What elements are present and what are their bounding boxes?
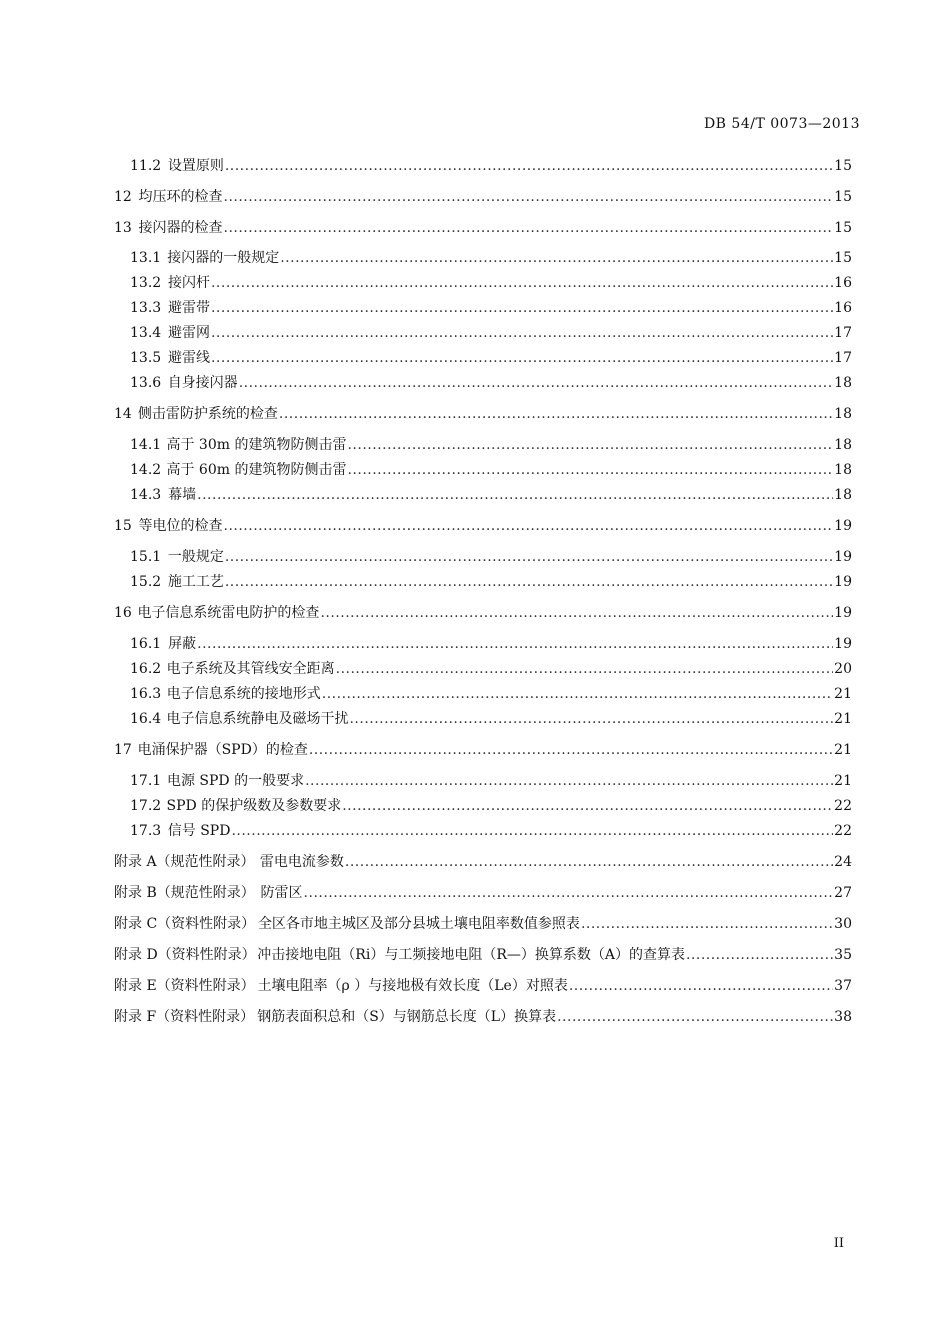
toc-leader-dots <box>197 634 833 654</box>
toc-entry-title: 高于 60m 的建筑物防侧击雷 <box>166 462 347 478</box>
toc-entry-page: 35 <box>834 947 852 963</box>
toc-leader-dots <box>557 1007 833 1027</box>
toc-entry[interactable] <box>130 485 852 505</box>
toc-entry-page: 15 <box>834 250 852 266</box>
toc-entry-page: 18 <box>834 462 852 478</box>
toc-leader-dots <box>225 547 833 567</box>
toc-leader-dots <box>211 323 833 343</box>
toc-entry-number: 附录 F（资料性附录） <box>114 1009 255 1025</box>
toc-entry-page: 18 <box>834 487 852 503</box>
toc-entry-number: 附录 C（资料性附录） <box>114 916 256 932</box>
toc-leader-dots <box>349 709 833 729</box>
toc-entry-number: 14.2 <box>130 462 162 478</box>
toc-entry-page: 19 <box>834 549 852 565</box>
toc-leader-dots <box>304 883 834 903</box>
toc-leader-dots <box>280 248 833 268</box>
toc-entry-page: 27 <box>834 885 852 901</box>
toc-entry-title: 信号 SPD <box>167 823 231 839</box>
toc-entry-page: 20 <box>834 661 852 677</box>
toc-entry[interactable] <box>130 348 852 368</box>
toc-entry-title: 电子信息系统雷电防护的检查 <box>137 605 320 621</box>
toc-entry-title: 电子信息系统的接地形式 <box>166 686 321 702</box>
toc-entry-title: 屏蔽 <box>168 636 197 652</box>
toc-entry-number: 14 <box>114 406 132 422</box>
toc-leader-dots <box>239 373 833 393</box>
toc-entry-page: 19 <box>834 636 852 652</box>
toc-leader-dots <box>686 945 833 965</box>
toc-leader-dots <box>347 435 833 455</box>
toc-entry-number: 14.1 <box>130 437 162 453</box>
toc-entry[interactable] <box>114 883 852 903</box>
toc-entry-number: 14.3 <box>130 487 162 503</box>
toc-entry-number: 13.5 <box>130 350 162 366</box>
toc-entry-title: 自身接闪器 <box>167 375 238 391</box>
toc-entry-page: 15 <box>834 158 852 174</box>
toc-entry-page: 21 <box>834 742 852 758</box>
toc-entry-number: 13.1 <box>130 250 162 266</box>
toc-entry-title: 高于 30m 的建筑物防侧击雷 <box>166 437 347 453</box>
toc-entry-number: 16.1 <box>130 636 162 652</box>
toc-entry-page: 21 <box>834 773 852 789</box>
toc-leader-dots <box>231 821 833 841</box>
toc-entry-page: 17 <box>834 350 852 366</box>
toc-entry[interactable] <box>130 273 852 293</box>
toc-entry-title: 冲击接地电阻（Ri）与工频接地电阻（R—）换算系数（A）的查算表 <box>257 947 685 963</box>
toc-entry[interactable] <box>114 740 852 760</box>
toc-entry-page: 16 <box>834 300 852 316</box>
toc-entry-title: 雷电电流参数 <box>259 854 344 870</box>
toc-entry[interactable] <box>130 821 852 841</box>
toc-entry-number: 15.1 <box>130 549 162 565</box>
toc-entry-number: 附录 D（资料性附录） <box>114 947 256 963</box>
toc-entry[interactable] <box>130 373 852 393</box>
toc-entry-title: 接闪器的一般规定 <box>167 250 280 266</box>
toc-entry-number: 12 <box>114 189 132 205</box>
toc-leader-dots <box>322 684 833 704</box>
toc-leader-dots <box>225 572 833 592</box>
toc-entry[interactable] <box>114 516 852 536</box>
toc-leader-dots <box>305 771 833 791</box>
toc-entry-title: 避雷线 <box>167 350 210 366</box>
toc-entry[interactable] <box>130 248 852 268</box>
toc-entry-number: 13.6 <box>130 375 162 391</box>
toc-entry-title: 施工工艺 <box>167 574 224 590</box>
toc-leader-dots <box>320 603 833 623</box>
toc-leader-dots <box>197 485 833 505</box>
toc-entry-number: 15.2 <box>130 574 162 590</box>
page-number: II <box>833 1236 844 1251</box>
toc-entry-page: 15 <box>834 220 852 236</box>
toc-entry-number: 17 <box>114 742 132 758</box>
toc-entry-title: 幕墙 <box>168 487 197 503</box>
toc-entry-number: 17.3 <box>130 823 162 839</box>
toc-leader-dots <box>347 460 833 480</box>
toc-entry[interactable] <box>130 460 852 480</box>
toc-entry-title: 侧击雷防护系统的检查 <box>137 406 278 422</box>
toc-entry-page: 37 <box>834 978 852 994</box>
toc-entry-number: 16.2 <box>130 661 162 677</box>
toc-entry-page: 22 <box>834 823 852 839</box>
toc-entry[interactable] <box>114 603 852 623</box>
toc-entry-title: 避雷带 <box>167 300 210 316</box>
toc-entry-page: 18 <box>834 406 852 422</box>
toc-entry-page: 38 <box>834 1009 852 1025</box>
document-code: DB 54/T 0073—2013 <box>703 116 860 132</box>
toc-entry-number: 13.4 <box>130 325 162 341</box>
toc-entry-page: 16 <box>834 275 852 291</box>
toc-entry-title: 全区各市地主城区及部分县城土壤电阻率数值参照表 <box>257 916 580 932</box>
toc-entry-page: 17 <box>834 325 852 341</box>
toc-entry[interactable] <box>114 852 852 872</box>
toc-entry[interactable] <box>130 547 852 567</box>
toc-entry-number: 16 <box>114 605 132 621</box>
toc-entry[interactable] <box>114 976 852 996</box>
toc-entry[interactable] <box>130 634 852 654</box>
toc-entry-title: 接闪器的检查 <box>138 220 223 236</box>
toc-entry-number: 16.3 <box>130 686 162 702</box>
toc-entry-page: 19 <box>834 574 852 590</box>
toc-entry-number: 13.3 <box>130 300 162 316</box>
toc-entry-page: 21 <box>834 686 852 702</box>
toc-entry[interactable] <box>114 914 852 934</box>
toc-entry-title: 设置原则 <box>167 158 224 174</box>
toc-entry-number: 附录 B（规范性附录） <box>114 885 255 901</box>
toc-entry-page: 18 <box>834 437 852 453</box>
toc-entry-page: 24 <box>834 854 852 870</box>
toc-entry-page: 21 <box>834 711 852 727</box>
toc-entry[interactable] <box>130 709 852 729</box>
toc-entry-number: 17.2 <box>130 798 162 814</box>
toc-entry-title: 电源 SPD 的一般要求 <box>166 773 305 789</box>
toc-entry[interactable] <box>130 659 852 679</box>
toc-entry-title: 均压环的检查 <box>138 189 223 205</box>
toc-leader-dots <box>211 348 833 368</box>
toc-leader-dots <box>211 273 833 293</box>
toc-entry-title: 电子系统及其管线安全距离 <box>166 661 335 677</box>
toc-entry-title: 等电位的检查 <box>138 518 223 534</box>
toc-entry[interactable] <box>130 771 852 791</box>
toc-leader-dots <box>224 218 834 238</box>
toc-entry-title: 避雷网 <box>167 325 210 341</box>
toc-entry[interactable] <box>130 684 852 704</box>
toc-entry-page: 19 <box>834 605 852 621</box>
toc-leader-dots <box>211 298 833 318</box>
toc-entry-number: 11.2 <box>130 158 162 174</box>
toc-leader-dots <box>581 914 833 934</box>
toc-entry-title: SPD 的保护级数及参数要求 <box>166 798 342 814</box>
toc-entry-title: 电涌保护器（SPD）的检查 <box>137 742 308 758</box>
toc-entry-number: 13.2 <box>130 275 162 291</box>
toc-leader-dots <box>224 516 834 536</box>
toc-leader-dots <box>225 156 833 176</box>
toc-leader-dots <box>345 852 833 872</box>
toc-entry[interactable] <box>130 156 852 176</box>
toc-entry[interactable] <box>130 323 852 343</box>
toc-entry-number: 附录 E（资料性附录） <box>114 978 255 994</box>
toc-entry[interactable] <box>130 796 852 816</box>
toc-entry-title: 接闪杆 <box>167 275 210 291</box>
toc-leader-dots <box>569 976 833 996</box>
toc-leader-dots <box>279 404 833 424</box>
toc-entry-number: 16.4 <box>130 711 162 727</box>
toc-entry-number: 15 <box>114 518 132 534</box>
toc-entry-number: 17.1 <box>130 773 162 789</box>
toc-leader-dots <box>224 187 834 207</box>
toc-entry-page: 22 <box>834 798 852 814</box>
toc-entry-title: 钢筋表面积总和（S）与钢筋总长度（L）换算表 <box>257 1009 557 1025</box>
toc-entry-page: 19 <box>834 518 852 534</box>
toc-entry-page: 15 <box>834 189 852 205</box>
toc-entry[interactable] <box>114 945 852 965</box>
toc-entry-page: 18 <box>834 375 852 391</box>
toc-entry-number: 附录 A（规范性附录） <box>114 854 255 870</box>
toc-leader-dots <box>336 659 834 679</box>
toc-entry[interactable] <box>114 404 852 424</box>
toc-entry-title: 土壤电阻率（ρ ）与接地极有效长度（Le）对照表 <box>257 978 568 994</box>
toc-entry-number: 13 <box>114 220 132 236</box>
toc-entry-title: 一般规定 <box>167 549 224 565</box>
toc-entry[interactable] <box>114 1007 852 1027</box>
toc-entry-title: 电子信息系统静电及磁场干扰 <box>166 711 349 727</box>
toc-leader-dots <box>342 796 833 816</box>
toc-entry[interactable] <box>114 218 852 238</box>
toc-entry[interactable] <box>130 298 852 318</box>
toc-entry-title: 防雷区 <box>260 885 303 901</box>
toc-entry[interactable] <box>114 187 852 207</box>
toc-entry[interactable] <box>130 435 852 455</box>
toc-entry[interactable] <box>130 572 852 592</box>
toc-leader-dots <box>309 740 833 760</box>
toc-entry-page: 30 <box>834 916 852 932</box>
